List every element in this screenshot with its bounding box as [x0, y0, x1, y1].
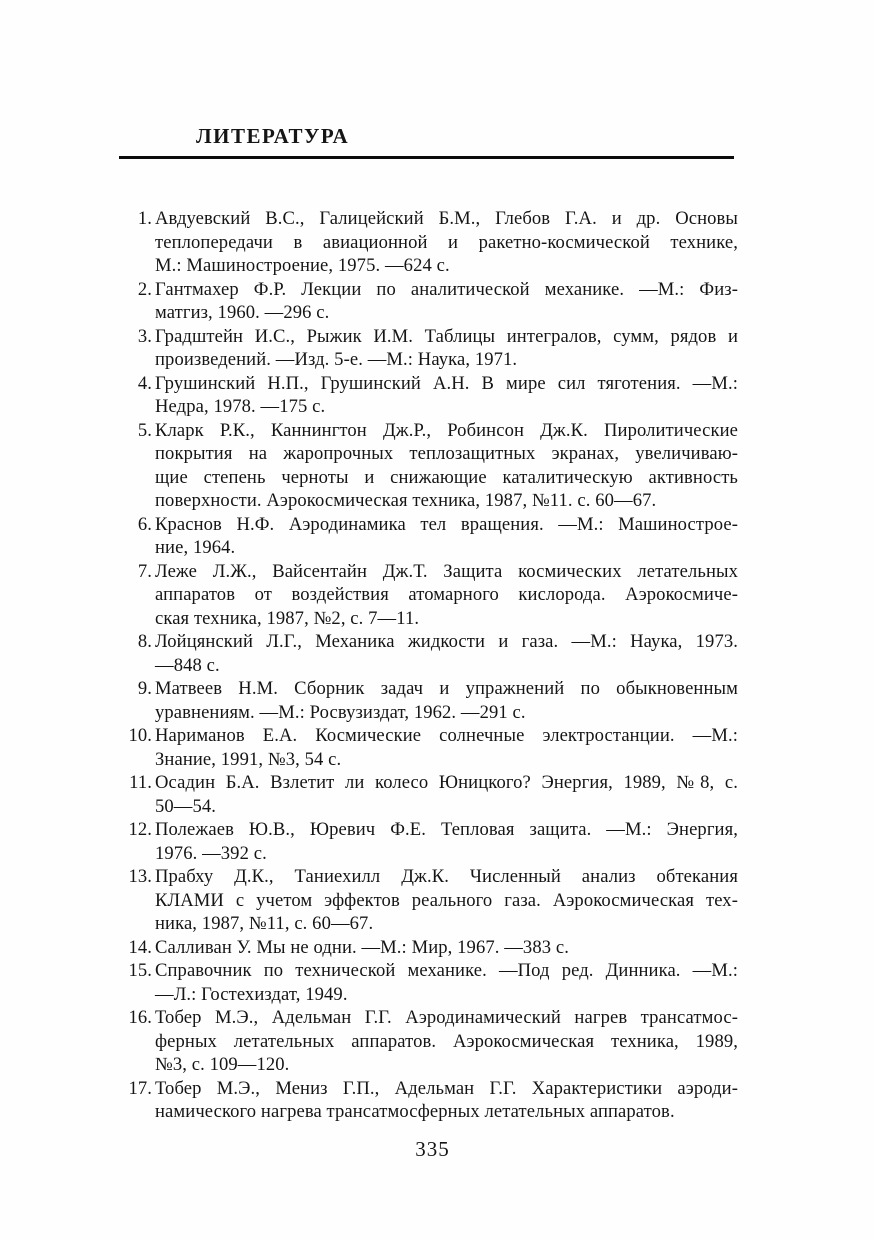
reference-item: [127, 207, 738, 278]
reference-number: 16.: [128, 1007, 152, 1028]
reference-item: [127, 419, 738, 513]
reference-line: ника, 1987, №11, с. 60—67.: [155, 913, 374, 934]
reference-number: 8.: [137, 631, 152, 652]
reference-line: Гантмахер Ф.Р. Лекции по аналитической механике. —М.: Физ-: [155, 278, 738, 300]
reference-number: 13.: [128, 866, 152, 887]
reference-number: 14.: [128, 936, 152, 958]
reference-item: [127, 1006, 738, 1077]
reference-line: поверхности. Аэрокосмическая техника, 1987, №11. с. 60—67.: [155, 490, 657, 511]
reference-line: Справочник по технической механике. —Под ред. Динника. —М.:: [155, 960, 738, 981]
reference-line: матгиз, 1960. —296 с.: [155, 302, 330, 323]
reference-line: Знание, 1991, №3, 54 с.: [155, 748, 342, 770]
reference-number: 7.: [137, 560, 152, 582]
reference-line: теплопередачи в авиационной и ракетно-космической технике,: [155, 231, 738, 253]
reference-item: [127, 325, 738, 372]
reference-line: 50—54.: [155, 795, 217, 817]
reference-line: Лойцянский Л.Г., Механика жидкости и газа. —М.: Наука, 1973.: [155, 631, 738, 652]
reference-line: Недра, 1978. —175 с.: [155, 396, 326, 417]
reference-line: Прабху Д.К., Таниехилл Дж.К. Численный анализ обтекания: [155, 866, 738, 887]
reference-line: —848 с.: [155, 654, 220, 676]
reference-line: Тобер М.Э., Мениз Г.П., Адельман Г.Г. Характеристики аэроди-: [155, 1077, 738, 1099]
reference-number: 15.: [128, 960, 152, 981]
reference-line: Нариманов Е.А. Космические солнечные электростанции. —М.:: [155, 725, 738, 746]
reference-item: [127, 278, 738, 325]
reference-line: 1976. —392 с.: [155, 842, 267, 864]
reference-line: Грушинский Н.П., Грушинский А.Н. В мире сил тяготения. —М.:: [155, 372, 738, 394]
reference-line: Тобер М.Э., Адельман Г.Г. Аэродинамический нагрев трансатмос-: [155, 1007, 738, 1028]
header-rule: [119, 156, 734, 159]
reference-line: Авдуевский В.С., Галицейский Б.М., Глебов Г.А. и др. Основы: [155, 208, 738, 229]
reference-line: Матвеев Н.М. Сборник задач и упражнений по обыкновенным: [155, 678, 738, 699]
reference-item: [127, 560, 738, 631]
reference-line: ние, 1964.: [155, 537, 236, 558]
reference-number: 10.: [128, 725, 152, 746]
reference-item: [127, 959, 738, 1006]
reference-item: [127, 771, 738, 818]
reference-line: уравнениям. —М.: Росвузиздат, 1962. —291 с.: [155, 701, 526, 723]
reference-number: 3.: [137, 325, 152, 347]
reference-line: Градштейн И.С., Рыжик И.М. Таблицы интегралов, сумм, рядов и: [155, 325, 738, 347]
reference-line: Кларк Р.К., Каннингтон Дж.Р., Робинсон Дж.К. Пиролитические: [155, 419, 738, 441]
reference-number: 2.: [137, 278, 152, 300]
reference-line: Салливан У. Мы не одни. —М.: Мир, 1967. —383 с.: [155, 936, 569, 958]
reference-line: щие степень черноты и снижающие каталитическую активность: [155, 466, 738, 488]
reference-number: 9.: [137, 678, 152, 699]
reference-number: 11.: [129, 772, 152, 793]
reference-item: [127, 372, 738, 419]
page-title: ЛИТЕРАТУРА: [196, 124, 350, 148]
reference-line: ская техника, 1987, №2, с. 7—11.: [155, 607, 420, 629]
reference-line: —Л.: Гостехиздат, 1949.: [155, 983, 348, 1005]
reference-line: Полежаев Ю.В., Юревич Ф.Е. Тепловая защита. —М.: Энергия,: [155, 819, 738, 840]
reference-line: №3, с. 109—120.: [155, 1054, 290, 1075]
reference-line: намического нагрева трансатмосферных летательных аппаратов.: [155, 1101, 675, 1122]
reference-line: М.: Машиностроение, 1975. —624 с.: [155, 255, 450, 276]
reference-number: 5.: [137, 419, 152, 441]
reference-number: 12.: [128, 819, 152, 840]
reference-item: [127, 630, 738, 677]
reference-line: покрытия на жаропрочных теплозащитных экранах, увеличиваю-: [155, 443, 738, 464]
reference-item: [127, 1077, 738, 1124]
reference-line: ферных летательных аппаратов. Аэрокосмическая техника, 1989,: [155, 1030, 738, 1052]
reference-item: [127, 865, 738, 936]
reference-item: [127, 936, 738, 960]
reference-line: Краснов Н.Ф. Аэродинамика тел вращения. —М.: Машинострое-: [155, 513, 738, 535]
reference-item: [127, 513, 738, 560]
reference-item: [127, 818, 738, 865]
reference-number: 17.: [128, 1077, 152, 1099]
reference-item: [127, 677, 738, 724]
reference-number: 4.: [137, 372, 152, 394]
reference-line: произведений. —Изд. 5-е. —М.: Наука, 1971.: [155, 349, 518, 370]
reference-line: аппаратов от воздействия атомарного кислорода. Аэрокосмиче-: [155, 584, 738, 605]
page-number: 335: [415, 1137, 450, 1161]
reference-line: КЛАМИ с учетом эффектов реального газа. Аэрокосмическая тех-: [155, 889, 738, 911]
reference-list: [127, 207, 738, 1124]
reference-number: 1.: [137, 208, 152, 229]
reference-item: [127, 724, 738, 771]
reference-line: Леже Л.Ж., Вайсентайн Дж.Т. Защита космических летательных: [155, 560, 738, 582]
reference-number: 6.: [137, 513, 152, 535]
reference-line: Осадин Б.А. Взлетит ли колесо Юницкого? Энергия, 1989, №8, с.: [155, 772, 738, 793]
